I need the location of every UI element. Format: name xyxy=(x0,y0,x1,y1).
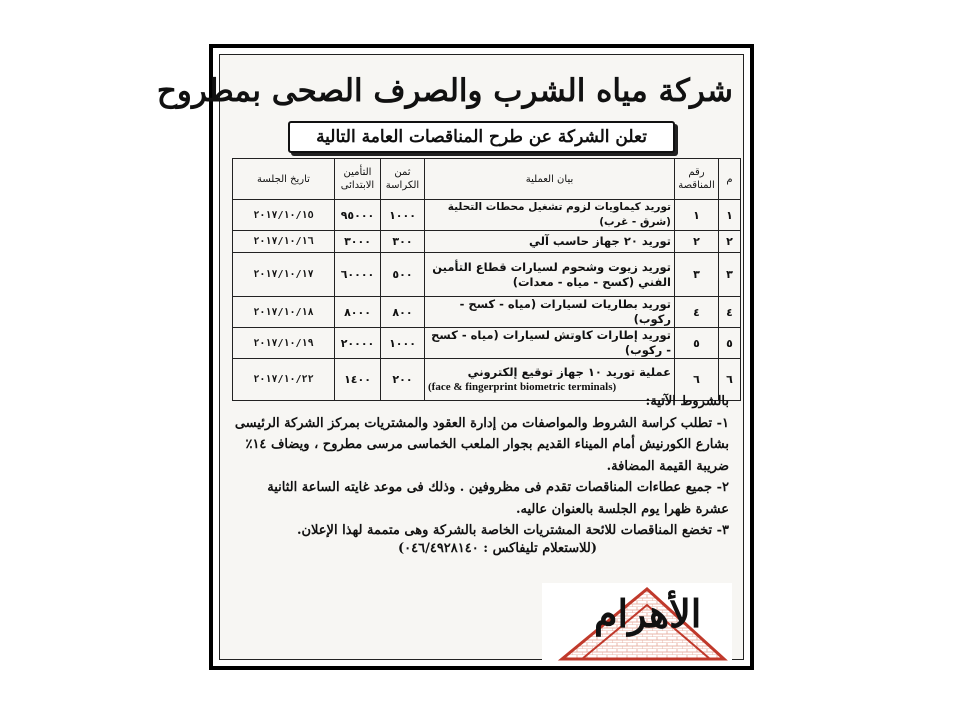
cell-index: ١ xyxy=(719,200,741,231)
table-row xyxy=(233,297,741,328)
announcement-subtitle: تعلن الشركة عن طرح المناقصات العامة التالية xyxy=(288,121,675,153)
al-ahram-logo xyxy=(542,583,732,663)
table-row xyxy=(233,200,741,231)
cell-booklet-price: ١٠٠٠ xyxy=(381,328,425,359)
cell-description: توريد زيوت وشحوم لسيارات قطاع التأمين الفني (كسح - مياه - معدات) xyxy=(425,253,675,297)
company-headline: شركة مياه الشرب والصرف الصحى بمطروح xyxy=(156,73,733,109)
description-english: (face & fingerprint biometric terminals) xyxy=(428,380,617,393)
description-arabic: عملية توريد ١٠ جهاز توقيع إلكتروني xyxy=(467,364,671,379)
cell-deposit: ٦٠٠٠٠ xyxy=(335,253,381,297)
header-description: بيان العملية xyxy=(425,159,675,200)
advertisement-frame xyxy=(156,44,754,670)
cell-deposit: ٨٠٠٠ xyxy=(335,297,381,328)
table-row xyxy=(233,253,741,297)
advertisement-body xyxy=(156,54,744,660)
header-index: م xyxy=(719,159,741,200)
cell-session-date: ٢٠١٧/١٠/١٥ xyxy=(233,200,335,231)
cell-index: ٣ xyxy=(719,253,741,297)
cell-description: توريد بطاريات لسيارات (مياه - كسح - ركوب) xyxy=(425,297,675,328)
cell-booklet-price: ٨٠٠ xyxy=(381,297,425,328)
cell-description: توريد ٢٠ جهاز حاسب آلي xyxy=(425,231,675,253)
cell-deposit: ٢٠٠٠٠ xyxy=(335,328,381,359)
header-booklet-price: ثمن الكراسة xyxy=(381,159,425,200)
cell-tender-no: ١ xyxy=(675,200,719,231)
cell-session-date: ٢٠١٧/١٠/١٨ xyxy=(233,297,335,328)
cell-booklet-price: ٢٠٠ xyxy=(381,359,425,401)
cell-booklet-price: ٥٠٠ xyxy=(381,253,425,297)
header-session-date: تاريخ الجلسة xyxy=(233,159,335,200)
cell-index: ٢ xyxy=(719,231,741,253)
cell-index: ٥ xyxy=(719,328,741,359)
cell-session-date: ٢٠١٧/١٠/١٩ xyxy=(233,328,335,359)
cell-tender-no: ٥ xyxy=(675,328,719,359)
cell-description: توريد إطارات كاوتش لسيارات (مياه - كسح - ركوب) xyxy=(425,328,675,359)
logo-wordmark: الأهرام xyxy=(594,591,702,636)
cell-tender-no: ٢ xyxy=(675,231,719,253)
contact-line: (للاستعلام تليفاكس : ٠٤٦/٤٩٢٨١٤٠) xyxy=(397,541,598,556)
tenders-table xyxy=(232,158,741,401)
cell-tender-no: ٦ xyxy=(675,359,719,401)
table-row xyxy=(233,231,741,253)
cell-description: توريد كيماويات لزوم تشغيل محطات التحلية (شرق - غرب) xyxy=(425,200,675,231)
cell-deposit: ٣٠٠٠ xyxy=(335,231,381,253)
cell-session-date: ٢٠١٧/١٠/٢٢ xyxy=(233,359,335,401)
cell-index: ٦ xyxy=(719,359,741,401)
terms-section xyxy=(234,391,729,542)
cell-booklet-price: ٣٠٠ xyxy=(381,231,425,253)
terms-intro: بالشروط الآتية: xyxy=(645,394,729,409)
terms-item-3: ٣- تخضع المناقصات للائحة المشتريات الخاصة بالشركة وهى متممة لهذا الإعلان. xyxy=(296,523,729,538)
cell-session-date: ٢٠١٧/١٠/١٦ xyxy=(233,231,335,253)
cell-booklet-price: ١٠٠٠ xyxy=(381,200,425,231)
terms-item-2: ٢- جميع عطاءات المناقصات تقدم فى مظروفين . وذلك فى موعد غايته الساعة الثانية عشرة ظهرا يوم الجلسة بالعنوان عاليه. xyxy=(267,480,729,517)
header-tender-no: رقم المناقصة xyxy=(675,159,719,200)
table-header-row xyxy=(233,159,741,200)
cell-deposit: ١٤٠٠ xyxy=(335,359,381,401)
cell-deposit: ٩٥٠٠٠ xyxy=(335,200,381,231)
terms-item-1: ١- تطلب كراسة الشروط والمواصفات من إدارة العقود والمشتريات بمركز الشركة الرئيسى بشارع الكورنيش أمام الميناء القديم بجوار الملعب الخماسى مرسى مطروح ، ويضاف ١٤٪ ضريبة القيمة المضافة. xyxy=(234,415,729,474)
header-deposit: التأمين الابتدائى xyxy=(335,159,381,200)
cell-tender-no: ٣ xyxy=(675,253,719,297)
cell-index: ٤ xyxy=(719,297,741,328)
cell-tender-no: ٤ xyxy=(675,297,719,328)
table-row xyxy=(233,328,741,359)
cell-session-date: ٢٠١٧/١٠/١٧ xyxy=(233,253,335,297)
